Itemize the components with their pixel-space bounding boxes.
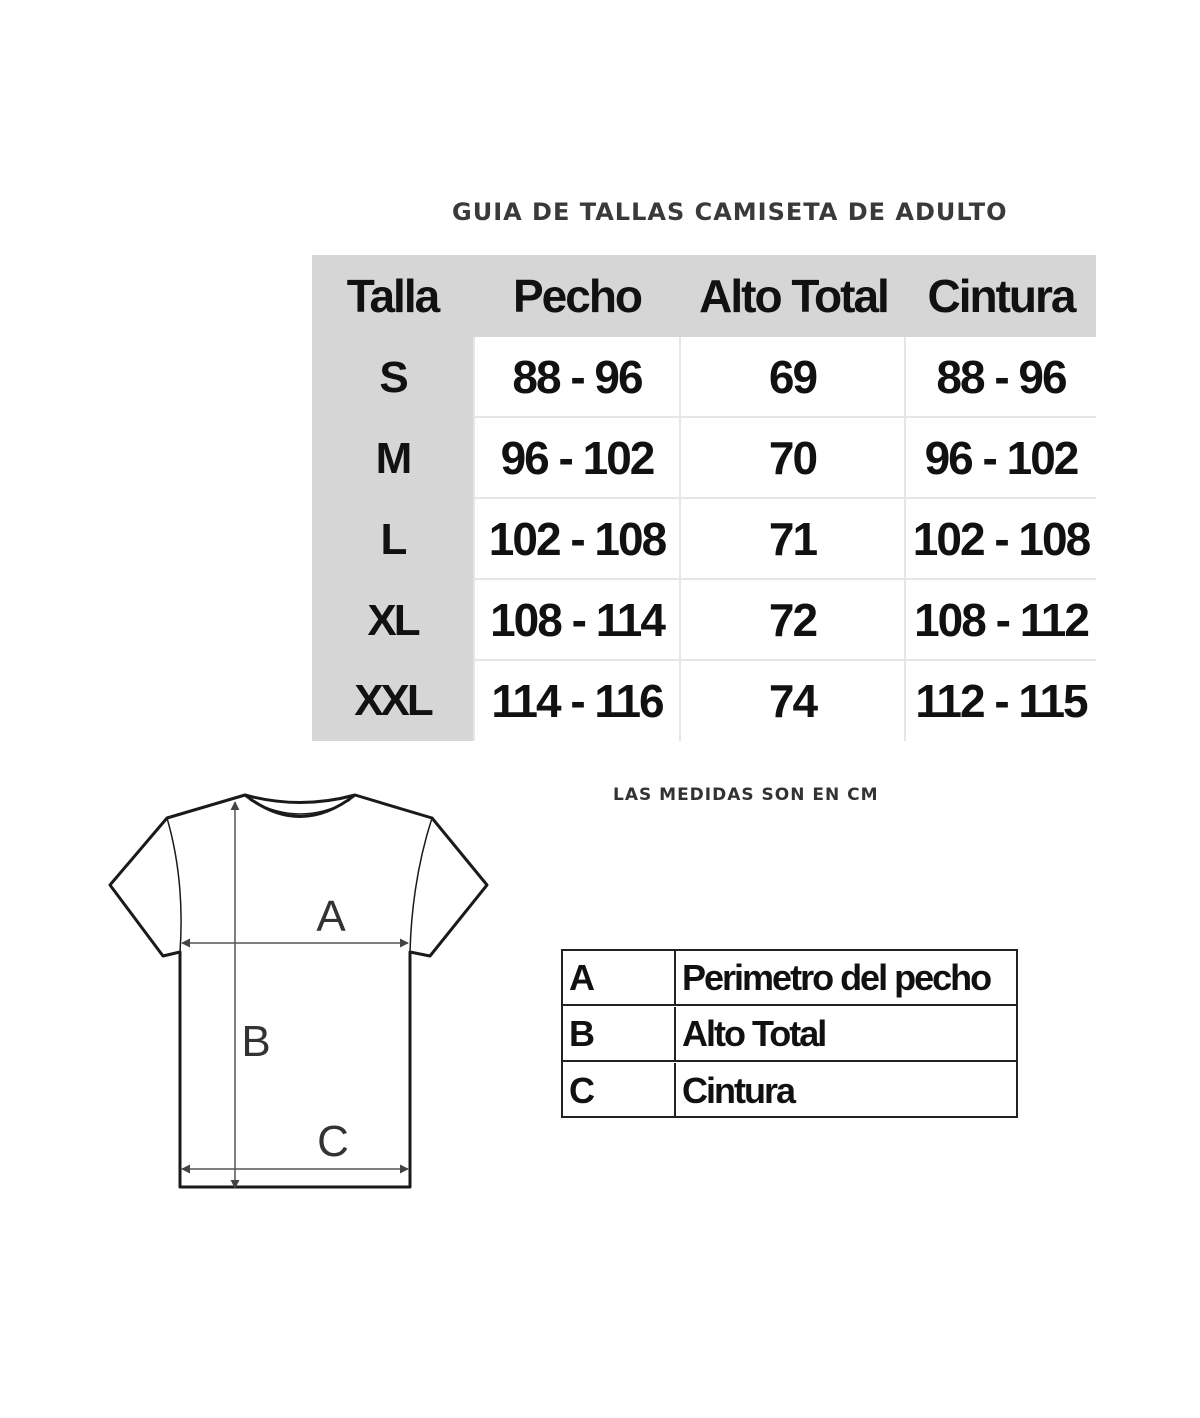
legend-row-c [563,1063,1016,1118]
header-alto-total: Alto Total [681,255,906,337]
legend-key-b: B [563,1007,676,1060]
alto-value-xl: 72 [681,580,904,659]
label-a: A [316,892,346,941]
tshirt-diagram [100,780,500,1200]
size-label-s: S [312,337,473,418]
legend-desc-c: Cintura [682,1069,794,1111]
pecho-value-m: 96 - 102 [475,418,679,497]
size-label-xxl: XXL [312,661,473,741]
legend-key-c: C [563,1063,676,1118]
measurement-legend [561,949,1018,1118]
size-label-l: L [312,499,473,580]
alto-value-l: 71 [681,499,904,578]
legend-row-b [563,1007,1016,1062]
pecho-value-xl: 108 - 114 [475,580,679,659]
cintura-value-xl: 108 - 112 [906,580,1096,659]
pecho-value-s: 88 - 96 [475,337,679,416]
label-b: B [241,1017,271,1066]
chart-title: GUIA DE TALLAS CAMISETA DE ADULTO [452,198,1008,226]
alto-value-xxl: 74 [681,661,904,741]
legend-key-a: A [563,951,676,1004]
tshirt-outline [110,795,487,1187]
cintura-value-l: 102 - 108 [906,499,1096,578]
legend-desc-b: Alto Total [682,1012,826,1054]
alto-value-m: 70 [681,418,904,497]
pecho-value-xxl: 114 - 116 [475,661,679,741]
units-note: LAS MEDIDAS SON EN CM [613,785,879,805]
size-label-m: M [312,418,473,499]
pecho-value-l: 102 - 108 [475,499,679,578]
size-label-xl: XL [312,580,473,661]
cintura-value-m: 96 - 102 [906,418,1096,497]
size-table [312,255,1096,741]
header-cintura: Cintura [906,255,1096,337]
header-pecho: Pecho [473,255,681,337]
header-talla: Talla [312,255,473,337]
legend-row-a [563,951,1016,1006]
cintura-value-s: 88 - 96 [906,337,1096,416]
label-c: C [317,1117,349,1166]
legend-desc-a: Perimetro del pecho [682,956,991,998]
alto-value-s: 69 [681,337,904,416]
cintura-value-xxl: 112 - 115 [906,661,1096,741]
